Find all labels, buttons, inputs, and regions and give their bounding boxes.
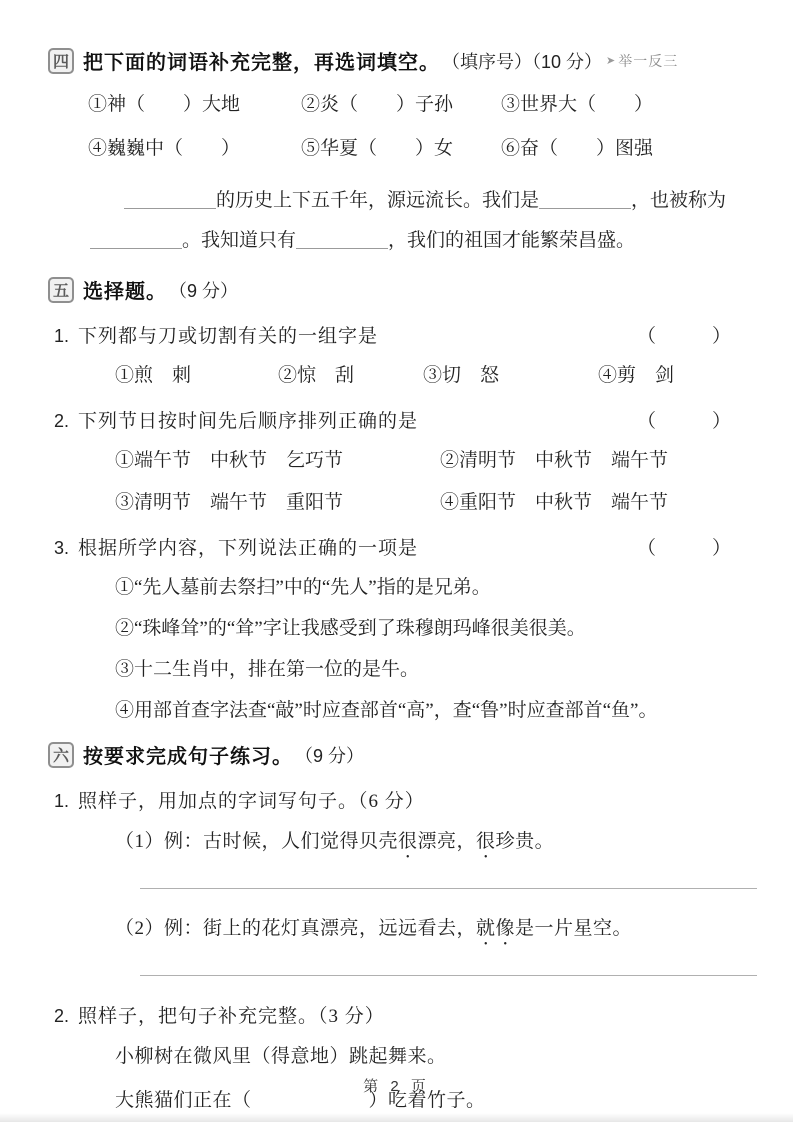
answer-blank xyxy=(539,190,631,209)
question-1-number: 1. xyxy=(54,326,70,346)
practice-tag-label: 举一反三 xyxy=(618,52,679,69)
question-2 xyxy=(48,405,757,438)
word-item-1: ①神（ ）大地 xyxy=(88,94,241,115)
word-item-2: ②炎（ ）子孙 xyxy=(301,94,454,115)
page-edge-shadow xyxy=(0,1113,793,1122)
question-1-text: 下列都与刀或切割有关的一组字是 xyxy=(78,326,379,347)
question-3-number: 3. xyxy=(54,538,70,558)
section-4-title: 把下面的词语补充完整，再选词填空。 xyxy=(83,52,440,74)
answer-line xyxy=(140,974,757,976)
option: ②“珠峰耸”的“耸”字让我感受到了珠穆朗玛峰很美很美。 xyxy=(115,618,586,639)
sentence-segment: 是一片星空。 xyxy=(515,918,633,939)
word-item-3: ③世界大（ ） xyxy=(501,94,654,115)
section-6-score: （9 分） xyxy=(295,745,365,766)
answer-bracket: （ ） xyxy=(636,538,737,559)
answer-bracket: （ ） xyxy=(636,326,737,347)
option: ③切 怒 xyxy=(423,365,500,386)
emphasized-word: 很 xyxy=(398,831,418,852)
option: ④剪 剑 xyxy=(598,365,675,386)
question-1 xyxy=(48,320,757,353)
section-6-badge: 六 xyxy=(48,742,74,768)
answer-blank xyxy=(124,190,216,209)
exercise-1-title: 照样子，用加点的字词写句子。（6 分） xyxy=(78,791,425,812)
word-item-6: ⑥奋（ ）图强 xyxy=(501,138,654,159)
option: ①煎 刺 xyxy=(115,365,192,386)
question-3-text: 根据所学内容，下列说法正确的一项是 xyxy=(78,538,419,559)
sentence-segment: （1）例：古时候，人们觉得贝壳 xyxy=(115,831,399,852)
arrow-right-icon: ➤ xyxy=(606,55,617,67)
section-6-title: 按要求完成句子练习。 xyxy=(83,746,293,768)
section-5-badge: 五 xyxy=(48,277,74,303)
section-4-badge: 四 xyxy=(48,48,74,74)
option: ③十二生肖中，排在第一位的是牛。 xyxy=(115,659,420,680)
emphasized-word: 很 xyxy=(476,831,496,852)
word-item-4: ④巍巍中（ ） xyxy=(88,138,241,159)
section-4-score: （填序号）（10 分） xyxy=(442,51,603,72)
question-3-options xyxy=(48,573,757,726)
sentence-segment: 漂亮， xyxy=(417,831,477,852)
exercise-2 xyxy=(48,1000,757,1033)
question-2-text: 下列节日按时间先后顺序排列正确的是 xyxy=(78,411,419,432)
answer-blank xyxy=(296,230,388,249)
para-segment: 的历史上下五千年，源远流长。我们是 xyxy=(216,190,540,211)
example-sentence-1 xyxy=(48,826,757,863)
exercise-2-number: 2. xyxy=(54,1006,70,1026)
question-2-number: 2. xyxy=(54,411,70,431)
exercise-2-title: 照样子，把句子补充完整。（3 分） xyxy=(78,1006,385,1027)
section-6-heading xyxy=(48,740,757,769)
sentence-segment: 珍贵。 xyxy=(495,831,555,852)
option: ③清明节 端午节 重阳节 xyxy=(115,492,344,513)
example-sentence-2 xyxy=(48,913,757,950)
question-1-options xyxy=(48,361,757,391)
question-2-options xyxy=(48,446,757,518)
section-5-heading xyxy=(48,275,757,304)
option: ④用部首查字法查“敲”时应查部首“高”，查“鲁”时应查部首“鱼”。 xyxy=(115,700,658,721)
answer-bracket: （ ） xyxy=(636,411,737,432)
exercise-1-number: 1. xyxy=(54,791,70,811)
para-segment: ，我们的祖国才能繁荣昌盛。 xyxy=(388,230,636,251)
option: ②清明节 中秋节 端午节 xyxy=(440,450,669,471)
option: ②惊 刮 xyxy=(278,365,355,386)
para-segment: 。我知道只有 xyxy=(182,230,297,251)
example-sentence-3: 小柳树在微风里（得意地）跳起舞来。 xyxy=(115,1046,447,1067)
page-number: 第 2 页 xyxy=(363,1078,430,1095)
fill-in-sentence: 大熊猫们正在（ ）吃着竹子。 xyxy=(115,1090,486,1111)
answer-blank xyxy=(90,230,182,249)
exercise-1 xyxy=(48,785,757,818)
fill-in-paragraph xyxy=(48,181,757,261)
para-segment: ，也被称为 xyxy=(631,190,727,211)
section-5-score: （9 分） xyxy=(169,280,239,301)
option: ①“先人墓前去祭扫”中的“先人”指的是兄弟。 xyxy=(115,577,491,598)
sentence-segment: （2）例：街上的花灯真漂亮，远远看去， xyxy=(115,918,477,939)
section-4-heading xyxy=(48,46,757,75)
option: ①端午节 中秋节 乞巧节 xyxy=(115,450,344,471)
practice-tag xyxy=(606,51,678,71)
word-item-5: ⑤华夏（ ）女 xyxy=(301,138,454,159)
option: ④重阳节 中秋节 端午节 xyxy=(440,492,669,513)
answer-line xyxy=(140,887,757,889)
emphasized-word: 就像 xyxy=(476,918,516,939)
word-completion-grid xyxy=(48,91,757,163)
question-3 xyxy=(48,532,757,565)
section-5-title: 选择题。 xyxy=(83,281,167,303)
